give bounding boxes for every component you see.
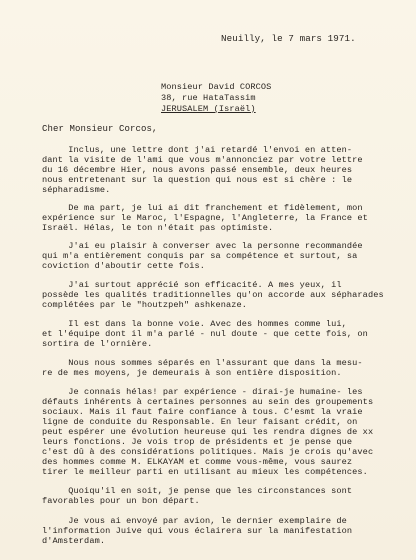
salutation: Cher Monsieur Corcos, [42,124,158,134]
body-line: Je connais hélas! par expérience - dirai-je humaine- les [42,387,363,397]
body-line: d'Amsterdam. [42,536,106,546]
body-line: ligne de conduite du Responsable. En leur faisant crédit, on [42,417,358,427]
body-line: favorables pour un bon départ. [42,496,200,506]
body-line: J'ai surtout apprécié son efficacité. A mes yeux, il [42,280,342,290]
body-line: défauts inhérents à certaines personnes au sein des groupements [42,397,374,407]
body-line: sépharadisme. [42,185,111,195]
body-line: possède les qualités traditionnelles qu'on accorde aux sépharades [42,290,384,300]
body-line: qui m'a entièrement conquis par sa compétence et surtout, sa [42,251,358,261]
body-line: sortira de l'ornière. [42,339,153,349]
body-line: Quoiqu'il en soit, je pense que les circonstances sont [42,486,353,496]
body-line: sociaux. Mais il faut faire confiance à tous. C'esmt la vraie [42,407,363,417]
body-line: Il est dans la bonne voie. Avec des hommes comme lui, [42,319,347,329]
body-line: peut espérer une évolution heureuse qui les rendra dignes de xx [42,427,374,437]
recipient-street: 38, rue HataTassim [161,93,256,103]
body-line: complétées par le "houtzpeh" ashkenaze. [42,300,248,310]
body-line: Je vous ai envoyé par avion, le dernier exemplaire de [42,516,347,526]
recipient-city: JERUSALEM (Israël) [161,104,256,114]
body-line: re de mes moyens, je demeurais à son entière disposition. [42,368,342,378]
body-line: coviction d'aboutir cette fois. [42,261,205,271]
body-line: Israël. Hélas, le ton n'était pas optimiste. [42,223,274,233]
body-line: des hommes comme M. ELKAYAM et comme vous-même, vous saurez [42,457,353,467]
body-line: et l'équipe dont il m'a parlé - nul doute - que cette fois, on [42,329,368,339]
letter-date: Neuilly, le 7 mars 1971. [221,33,356,44]
body-line: c'est dû à des considérations politiques. Mais je crois qu'avec [42,447,374,457]
body-line: leurs fonctions. Je vois trop de présidents et je pense que [42,437,353,447]
body-line: nous entretenant sur la question qui nous est si chère : le [42,175,353,185]
body-line: tirer le meilleur parti en utilisant au mieux les compétences. [42,467,368,477]
recipient-name: Monsieur David CORCOS [161,82,272,92]
body-line: expérience sur le Maroc, l'Espagne, l'Angleterre, la France et [42,213,368,223]
body-line: du 16 décembre Hier, nous avons passé ensemble, deux heures [42,165,353,175]
body-line: l'information Juive qui vous éclairera sur la manifestation [42,526,353,536]
body-line: Inclus, une lettre dont j'ai retardé l'envoi en atten- [42,145,353,155]
body-line: Nous nous sommes séparés en l'assurant que dans la mesu- [42,358,363,368]
body-line: De ma part, je lui ai dit franchement et fidèlement, mon [42,203,363,213]
body-line: dant la visite de l'ami que vous m'annonciez par votre lettre [42,155,363,165]
body-line: J'ai eu plaisir à converser avec la personne recommandée [42,241,363,251]
